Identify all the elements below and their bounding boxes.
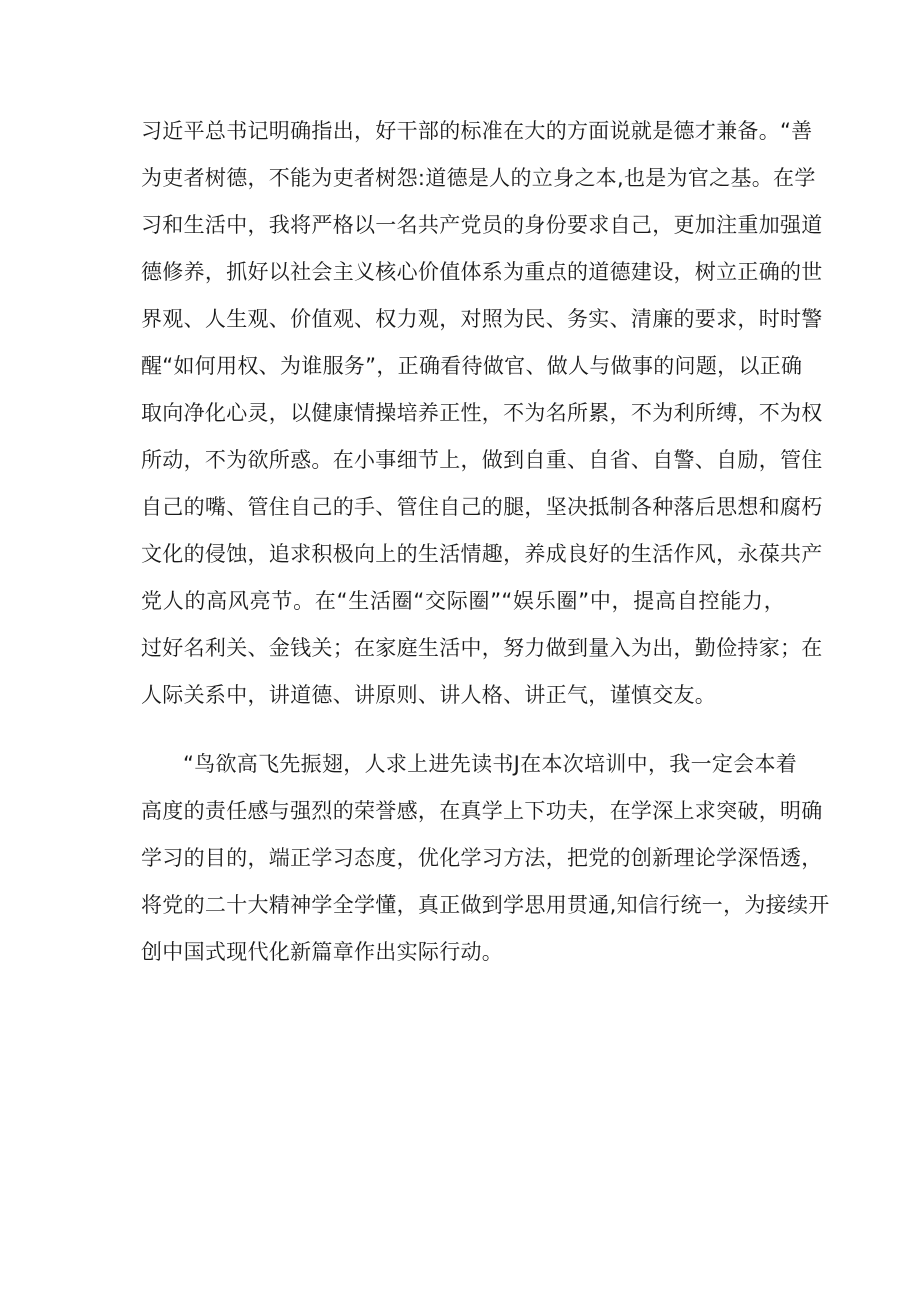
text-line: “鸟欲高飞先振翅，人求上进先读书J在本次培训中，我一定会本着 [183,752,798,776]
text-line: 人际关系中，讲道德、讲原则、讲人格、讲正气，谨慎交友。 [141,683,717,707]
text-line: 醒“如何用权、为谁服务”，正确看待做官、做人与做事的问题，以正确 [141,354,803,378]
text-line: 所动，不为欲所惑。在小事细节上，做到自重、自省、自警、自励，管住 [141,448,823,472]
text-line: 为吏者树德，不能为吏者树怨:道德是人的立身之本,也是为官之基。在学 [141,166,816,190]
text-line: 自己的嘴、管住自己的手、管住自己的腿，坚决抵制各种落后思想和腐朽 [141,495,823,519]
text-line: 取向净化心灵，以健康情操培养正性，不为名所累，不为利所缚，不为权 [141,401,823,425]
text-line: 界观、人生观、价值观、权力观，对照为民、务实、清廉的要求，时时警 [141,307,823,331]
text-line: 创中国式现代化新篇章作出实际行动。 [141,940,504,964]
text-line: 德修养，抓好以社会主义核心价值体系为重点的道德建设，树立正确的世 [141,260,823,284]
text-line: 党人的高风亮节。在“生活圈“交际圈”“娱乐圈”中，提高自控能力， [141,589,785,613]
text-line: 文化的侵蚀，追求积极向上的生活情趣，养成良好的生活作风，永葆共产 [141,542,823,566]
text-line: 将党的二十大精神学全学懂，真正做到学思用贯通,知信行统一，为接续开 [141,893,830,917]
text-line: 高度的责任感与强烈的荣誉感，在真学上下功夫，在学深上求突破，明确 [141,799,823,823]
text-line: 过好名利关、金钱关；在家庭生活中，努力做到量入为出，勤俭持家；在 [141,636,823,660]
text-line: 习和生活中，我将严格以一名共产党员的身份要求自己，更加注重加强道 [141,213,823,237]
text-line: 学习的目的，端正学习态度，优化学习方法，把党的创新理论学深悟透， [141,846,823,870]
text-line: 习近平总书记明确指出，好干部的标准在大的方面说就是德才兼备。“善 [141,119,813,143]
